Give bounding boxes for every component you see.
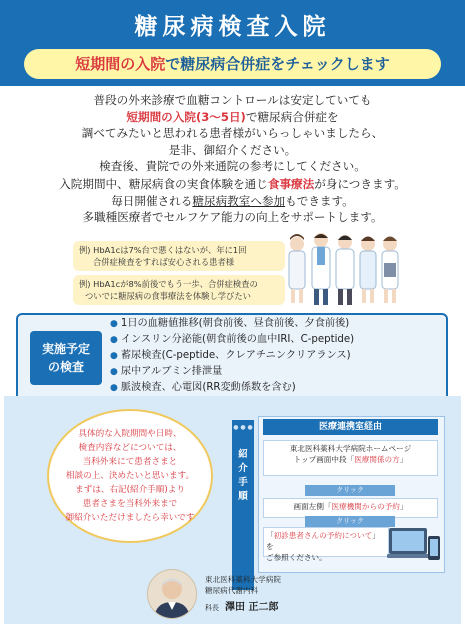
benefit-line-3: 多職種医療者でセルフケア能力の向上をサポートします。 (82, 210, 383, 224)
hospital-name: 東北医科薬科大学病院 (205, 575, 281, 584)
diet-therapy-highlight: 食事療法 (267, 177, 315, 191)
benefit-line-1-a: 入院期間中、糖尿病食の実食体験を通じ (59, 177, 268, 191)
exam-item: ● 蓄尿検査(C-peptide、クレアチニンクリアランス) (110, 350, 351, 361)
doctor-name: 澤田 正二郎 (225, 602, 279, 613)
exam-item: ● 脈波検査、心電図(RR変動係数を含む) (110, 382, 296, 393)
benefits-paragraph (20, 176, 445, 226)
exam-item: ● インスリン分泌能(朝食前後の血中IRI、C-peptide) (110, 334, 355, 345)
intro-paragraph (20, 92, 445, 175)
bubble-line: 相談の上、決めたいと思います。 (65, 471, 195, 481)
example-1-line-1: 例) HbA1cは7%台で悪くはないが、年に1回 (79, 245, 247, 255)
benefit-line-1 (20, 176, 445, 193)
subtitle-text: で糖尿病合併症をチェックします (165, 55, 390, 73)
staff-nurse-1-icon (289, 234, 305, 303)
medical-staff-link[interactable]: 医療関係の方 (354, 455, 400, 464)
medical-staff-illustration (285, 228, 403, 310)
benefit-line-2 (20, 193, 445, 210)
procedure-sidebar (232, 420, 254, 590)
bubble-text (57, 427, 203, 525)
bubble-line: 検査内容などについては、 (78, 443, 182, 453)
example-2-line-1: 例) HbA1cが8%前後でもう一歩、合併症検査の (79, 279, 258, 289)
bubble-line: 具体的な入院期間や日時、 (78, 429, 182, 439)
laptop-phone-icon (387, 522, 441, 564)
side-char-3: 手 (238, 477, 248, 488)
doctor-avatar-icon (148, 570, 196, 618)
intro-line-5: 検査後、貴院での外来通院の参考にしてください。 (99, 159, 366, 173)
doctor-photo (147, 569, 197, 619)
bullet-icon: ● (110, 367, 118, 377)
bullet-icon: ● (110, 335, 118, 345)
bubble-line: 御紹介いただけましたら幸いです (65, 513, 195, 523)
exam-label (30, 331, 102, 385)
step-first-visit (263, 527, 389, 562)
subtitle-highlight: 短期間の入院 (75, 55, 166, 73)
bullet-icon: ● (110, 383, 118, 393)
benefit-line-1-b: が身につきます。 (314, 177, 406, 191)
staff-doctor-1-icon (312, 233, 330, 305)
benefit-line-2-b: もできます。 (285, 193, 354, 208)
bubble-line: 患者さまを当科外来まで (82, 499, 178, 509)
example-box-2 (73, 275, 285, 305)
exam-item: ● 1日の血糖値推移(朝食前後、昼食前後、夕食前後) (110, 318, 350, 329)
side-char-2: 介 (238, 463, 248, 474)
benefit-line-2-a: 毎日開催される (111, 193, 193, 208)
first-visit-link[interactable]: 初診患者さんの予約について (273, 531, 373, 540)
exam-item: ● 尿中アルブミン排泄量 (110, 366, 223, 377)
example-1-line-2: 合併症検査をすれば安心される患者様 (93, 257, 235, 267)
doctor-name-line (205, 598, 278, 613)
staff-dietitian-icon (382, 237, 398, 304)
reservation-link[interactable]: 医療機関からの予約 (331, 502, 400, 511)
example-2-line-2: ついでに糖尿病の食事療法を体験し学びたい (85, 291, 251, 301)
side-char-4: 順 (238, 491, 248, 502)
exam-label-line-1: 実施予定 (41, 342, 90, 356)
step3-line-2: ご参照ください。 (266, 553, 327, 562)
intro-line-2 (20, 109, 445, 126)
intro-line-2-rest: で糖尿病合併症を (245, 109, 339, 124)
page-title: 糖尿病検査入院 (134, 14, 331, 40)
exam-label-line-2: の検査 (47, 360, 84, 374)
bubble-line: まずは、右記(紹介手順)より (75, 485, 185, 495)
class-participation: 糖尿病教室へ参加 (192, 193, 286, 208)
step-reservation: 画面左側「医療機関からの予約」 (263, 498, 438, 518)
intro-line-4: 是非、御紹介ください。 (168, 142, 297, 157)
procedure-side-label (232, 448, 254, 504)
doctor-title: 科長 (205, 604, 219, 612)
sidebar-dots: ● ● ● (233, 424, 253, 431)
intro-highlight: 短期間の入院(3〜5日) (126, 109, 246, 124)
intro-line-1: 普段の外来診療で血糖コントロールは安定していても (93, 93, 372, 107)
subtitle-banner (24, 49, 441, 79)
department-name: 糖尿病代謝内科 (205, 586, 259, 595)
doctor-affiliation (205, 574, 281, 596)
staff-nurse-2-icon (360, 237, 376, 304)
bubble-line: 当科外来にて患者さまと (82, 457, 178, 467)
intro-line-3: 調べてみたいと思われる患者様がいらっしゃいましたら、 (81, 126, 384, 140)
example-box-1 (73, 241, 285, 271)
step3-line-1: 「初診患者さんの予約について」を (266, 531, 380, 551)
side-char-1: 紹 (238, 449, 248, 460)
procedure-head: 医療連携室経由 (263, 419, 438, 435)
bullet-icon: ● (110, 351, 118, 361)
step-homepage (263, 440, 438, 476)
click-arrow-2: クリック (305, 516, 395, 527)
staff-pharmacist-icon (336, 235, 354, 305)
bullet-icon: ● (110, 319, 118, 329)
step1-line-1: 東北医科薬科大学病院ホームページ (289, 444, 412, 453)
click-arrow-1: クリック (305, 485, 395, 496)
step1-line-2: トップ画面中段「医療関係の方」 (293, 455, 408, 464)
